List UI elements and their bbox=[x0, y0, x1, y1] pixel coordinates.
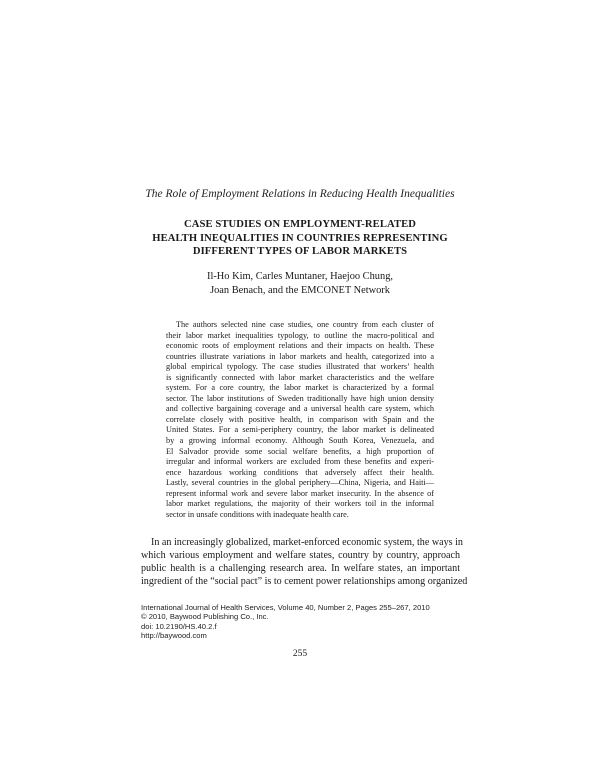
abstract-line: ence hazardous working conditions that adversely affect their health. bbox=[166, 467, 434, 477]
article-title-line: DIFFERENT TYPES OF LABOR MARKETS bbox=[192, 246, 408, 257]
abstract-line: Lastly, several countries in the global periphery—China, Nigeria, and Haiti— bbox=[166, 478, 434, 488]
abstract-line: system. For a core country, the labor market is characterized by a formal bbox=[166, 383, 434, 393]
abstract-line: is significantly connected with labor market characteristics and the welfare bbox=[166, 372, 434, 382]
body-line: ingredient of the “social pact” is to cement power relationships among organized bbox=[141, 575, 468, 587]
abstract-line: represent informal work and severe labor market insecurity. In the absence of bbox=[166, 488, 434, 498]
doi-line: doi: 10.2190/HS.40.2.f bbox=[141, 621, 217, 631]
abstract bbox=[166, 320, 434, 520]
abstract-line: sector in unsafe conditions with inadequate health care. bbox=[166, 509, 349, 519]
abstract-line: by a growing informal economy. Although South Korea, Venezuela, and bbox=[166, 436, 434, 446]
body-line: public health is a challenging research area. In welfare states, an important bbox=[141, 562, 460, 574]
author-line: Joan Benach, and the EMCONET Network bbox=[210, 284, 390, 296]
abstract-line: economic roots of employment relations and their impacts on health. These bbox=[166, 341, 434, 351]
abstract-line: and collective bargaining coverage and a universal health care system, which bbox=[166, 404, 434, 414]
abstract-line: United States. For a semi-periphery country, the labor market is delineated bbox=[166, 425, 434, 435]
author-list bbox=[80, 270, 520, 297]
abstract-line: countries illustrate variations in labor markets and health, categorized into a bbox=[166, 351, 434, 361]
body-line: which various employment and welfare states, country by country, approach bbox=[141, 549, 460, 561]
journal-citation: International Journal of Health Services, Volume 40, Number 2, Pages 255–267, 2010 bbox=[141, 603, 430, 612]
abstract-line: The authors selected nine case studies, one country from each cluster of bbox=[176, 320, 434, 329]
article-title bbox=[80, 218, 520, 259]
abstract-line: irregular and informal workers are excluded from these benefits and experi- bbox=[166, 457, 434, 467]
author-line: Il-Ho Kim, Carles Muntaner, Haejoo Chung, bbox=[206, 271, 393, 282]
page-number: 255 bbox=[292, 649, 308, 659]
abstract-line: correlate closely with positive health, in comparison with Spain and the bbox=[166, 414, 434, 424]
article-title-line: CASE STUDIES ON EMPLOYMENT-RELATED bbox=[183, 219, 417, 230]
publication-footnote bbox=[141, 603, 471, 640]
running-series-title: The Role of Employment Relations in Reducing Health Inequalities bbox=[145, 188, 455, 200]
abstract-line: El Salvador provide some social welfare benefits, a high proportion of bbox=[166, 446, 434, 456]
body-line: In an increasingly globalized, market-enforced economic system, the ways in bbox=[151, 537, 463, 548]
article-title-line: HEALTH INEQUALITIES IN COUNTRIES REPRESENTING bbox=[152, 232, 448, 244]
abstract-line: their labor market inequalities typology, to outline the macro-political and bbox=[166, 330, 434, 340]
abstract-line: global empirical typology. The case studies illustrated that workers’ health bbox=[166, 362, 434, 372]
body-paragraph bbox=[141, 537, 468, 589]
copyright-line: © 2010, Baywood Publishing Co., Inc. bbox=[141, 612, 269, 622]
publisher-url: http://baywood.com bbox=[141, 630, 207, 640]
abstract-line: labor market regulations, the majority of their workers toil in the informal bbox=[166, 499, 434, 509]
abstract-line: sector. The labor institutions of Sweden traditionally have high union density bbox=[166, 393, 434, 403]
